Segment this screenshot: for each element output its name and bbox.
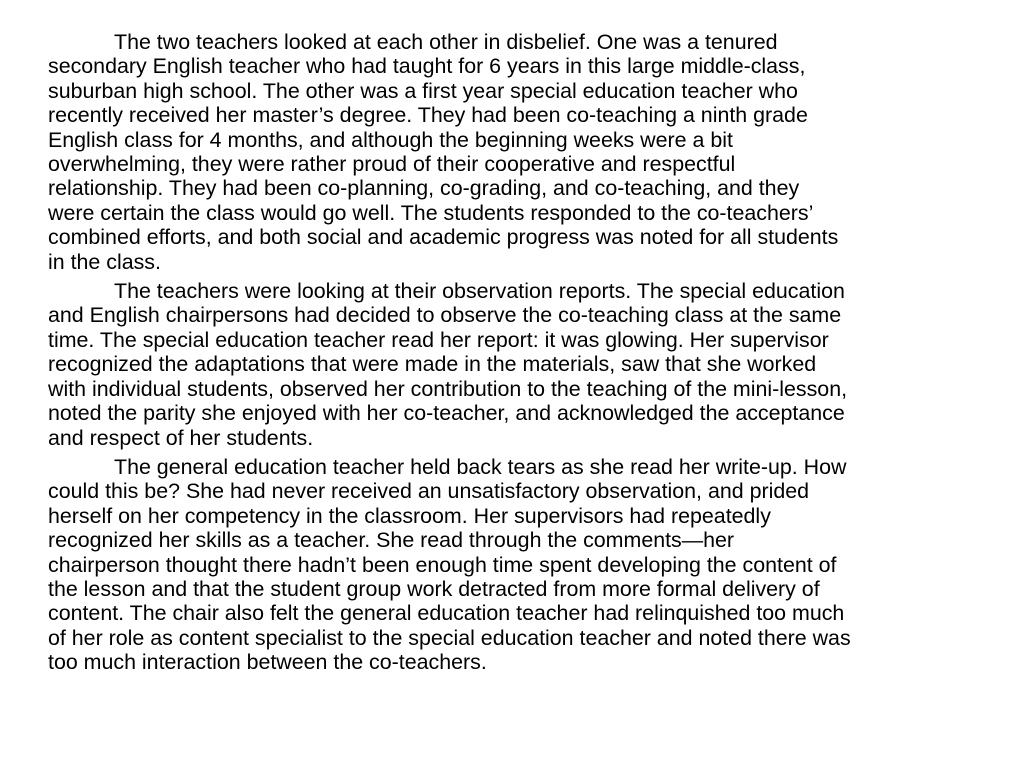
text-body — [48, 30, 1012, 680]
paragraph-1: The two teachers looked at each other in disbelief. One was a tenured secondary English teacher who had taught for 6 years in this large middle-class, suburban high school. The other was a first year special education teacher who recently received her master’s degree. They had been co-teaching a ninth grade English class for 4 months, and although the beginning weeks were a bit overwhelming, they were rather proud of their cooperative and respectful relationship. They had been co-planning, co-grading, and co-teaching, and they were certain the class would go well. The students responded to the co-teachers’ combined efforts, and both social and academic progress was noted for all students in the class. — [48, 30, 839, 274]
paragraph-3: The general education teacher held back tears as she read her write-up. How could this be? She had never received an unsatisfactory observation, and prided herself on her competency in the classroom. Her supervisors had repeatedly recognized her skills as a teacher. She read through the comments—her chairperson thought there hadn’t been enough time spent developing the content of the lesson and that the student group work detracted from more formal delivery of content. The chair also felt the general education teacher had relinquished too much of her role as content specialist to the special education teacher and noted there was too much interaction between the co-teachers. — [48, 454, 851, 675]
paragraph-2: The teachers were looking at their observation reports. The special education and English chairpersons had decided to observe the co-teaching class at the same time. The special education teacher read her report: it was glowing. Her supervisor recognized the adaptations that were made in the materials, saw that she worked with individual students, observed her contribution to the teaching of the mini-lesson, noted the parity she enjoyed with her co-teacher, and acknowledged the acceptance and respect of her students. — [48, 279, 848, 450]
